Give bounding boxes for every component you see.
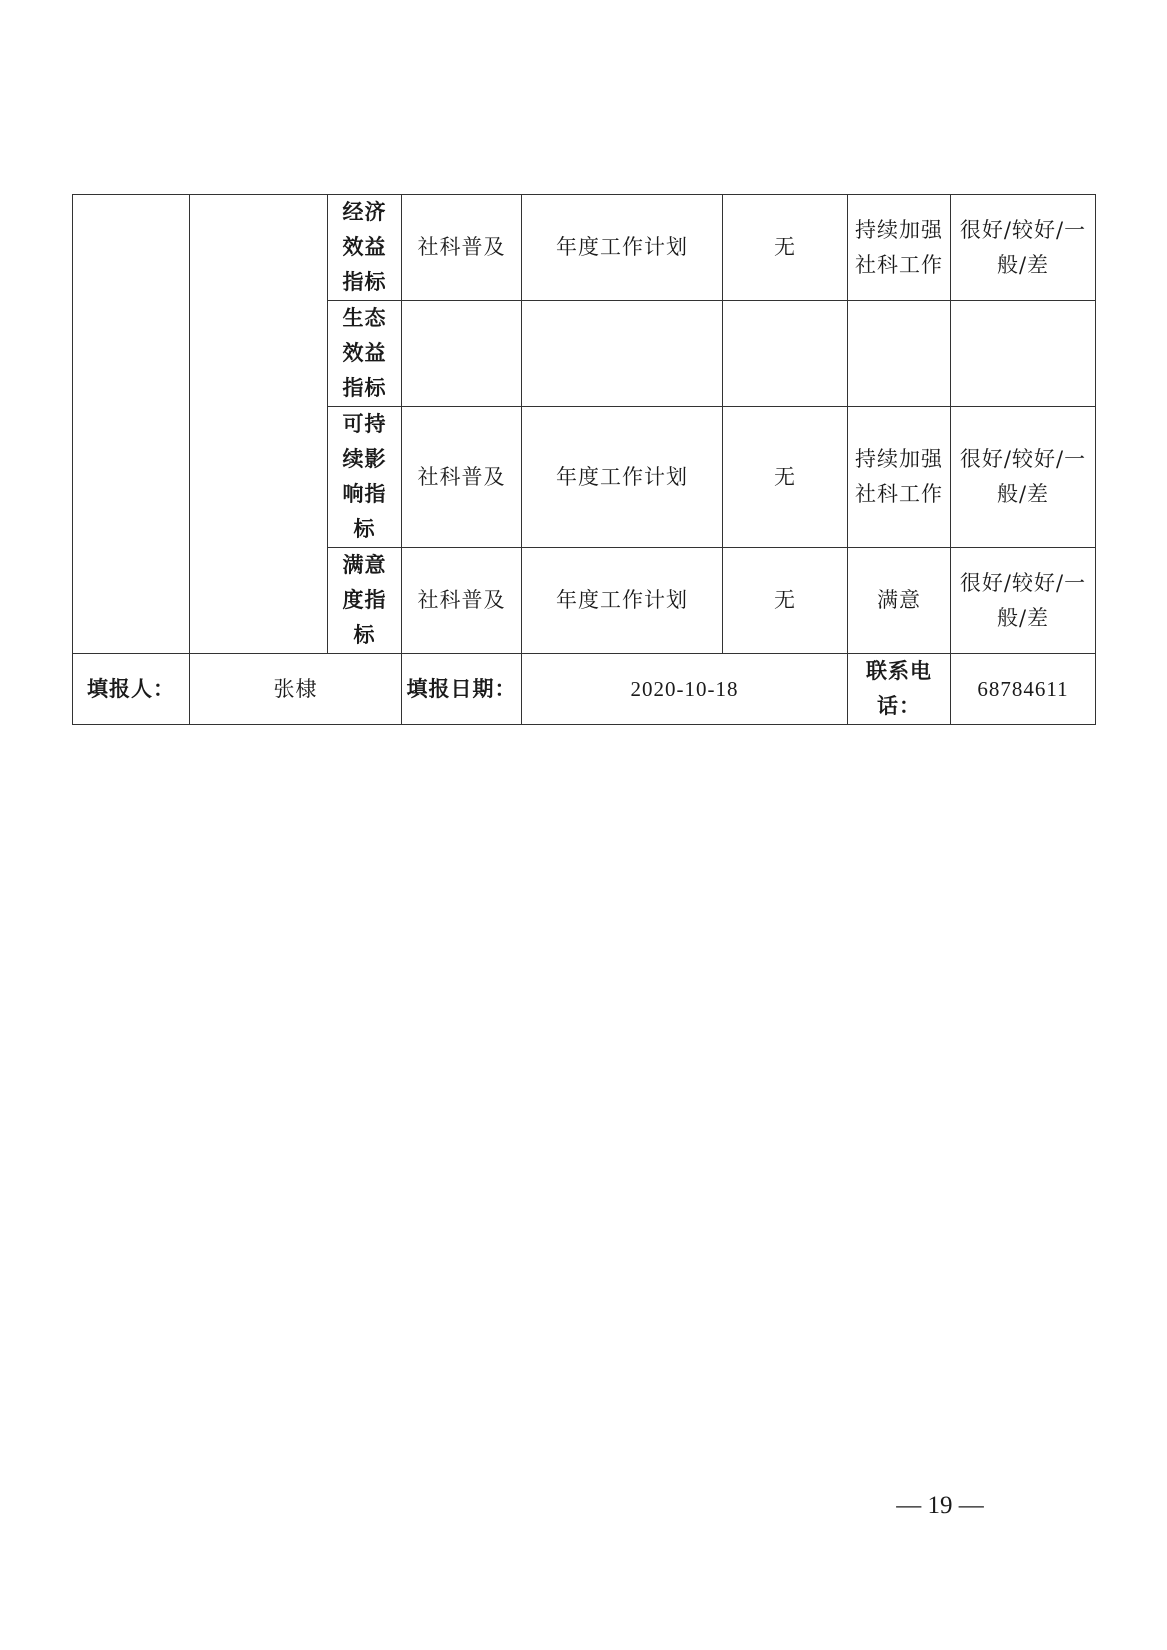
performance-table (72, 194, 1096, 725)
indicator-target: 满意 (848, 548, 951, 654)
page-number: — 19 — (896, 1492, 984, 1519)
indicator-rating: 很好/较好/一般/差 (951, 548, 1096, 654)
indicator-category: 满意度指标 (328, 548, 402, 654)
table-row (73, 195, 1096, 301)
indicator-content: 社科普及 (402, 407, 522, 548)
indicator-basis: 年度工作计划 (522, 195, 723, 301)
indicator-value: 无 (723, 407, 848, 548)
indicator-content: 社科普及 (402, 195, 522, 301)
indicator-basis: 年度工作计划 (522, 548, 723, 654)
indicator-value: 无 (723, 195, 848, 301)
indicator-category: 生态效益指标 (328, 301, 402, 407)
indicator-value (723, 301, 848, 407)
table-footer-row (73, 654, 1096, 725)
indicator-basis (522, 301, 723, 407)
indicator-rating (951, 301, 1096, 407)
indicator-basis: 年度工作计划 (522, 407, 723, 548)
indicator-content (402, 301, 522, 407)
filler-value: 张棣 (190, 654, 402, 725)
indicator-rating: 很好/较好/一般/差 (951, 195, 1096, 301)
filler-label: 填报人： (73, 654, 190, 725)
date-label: 填报日期： (402, 654, 522, 725)
phone-label: 联系电话： (848, 654, 951, 725)
phone-value: 68784611 (951, 654, 1096, 725)
indicator-rating: 很好/较好/一般/差 (951, 407, 1096, 548)
indicator-value: 无 (723, 548, 848, 654)
indicator-content: 社科普及 (402, 548, 522, 654)
indicator-target (848, 301, 951, 407)
indicator-category: 可持续影响指标 (328, 407, 402, 548)
indicator-target: 持续加强社科工作 (848, 407, 951, 548)
indicator-target: 持续加强社科工作 (848, 195, 951, 301)
indicator-category: 经济效益指标 (328, 195, 402, 301)
blank-cell-level2 (190, 195, 328, 654)
date-value: 2020-10-18 (522, 654, 848, 725)
blank-cell-level1 (73, 195, 190, 654)
